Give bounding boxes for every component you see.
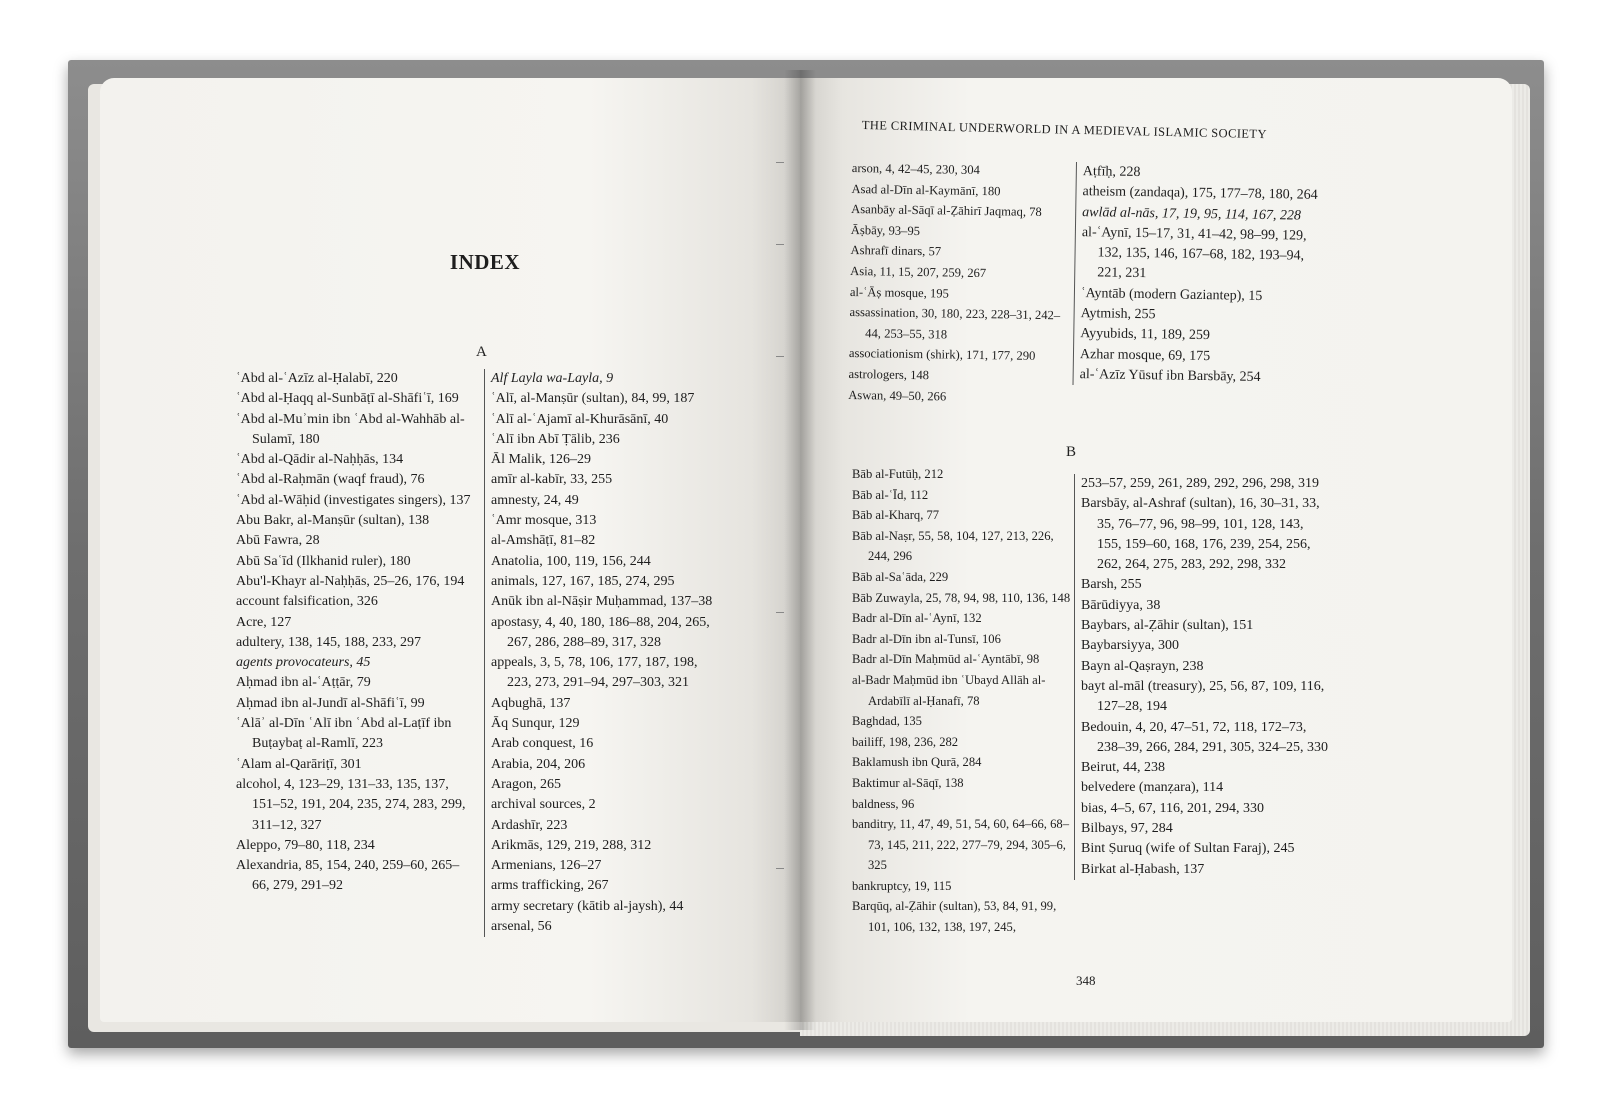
index-entry: al-Amshāṭī, 81–82 <box>491 533 596 549</box>
index-entry: Āq Sunqur, 129 <box>491 716 580 732</box>
index-entry: arson, 4, 42–45, 230, 304 <box>851 160 980 178</box>
running-head: THE CRIMINAL UNDERWORLD IN A MEDIEVAL ISLAMIC SOCIETY <box>861 118 1268 142</box>
index-entry: ʿAbd al-Raḥmān (waqf fraud), 76 <box>236 472 425 488</box>
index-entry: Barsbāy, al-Ashraf (sultan), 16, 30–31, 33, 35, 76–77, 96, 98–99, 101, 128, 143, 155, 159–60, 168, 176, 239, 254, 256, 262, 264, 275, 283, 292, 298, 332 <box>1081 496 1320 573</box>
index-entry: Birkat al-Ḥabash, 137 <box>1081 861 1205 877</box>
index-entry: Arikmās, 129, 219, 288, 312 <box>491 837 652 853</box>
index-column-3 <box>848 158 1074 409</box>
binding-thread <box>776 244 784 245</box>
index-entry: Baghdad, 135 <box>852 714 922 729</box>
index-entry: archival sources, 2 <box>491 797 596 813</box>
index-entry: Bāb al-Saʿāda, 229 <box>852 569 949 584</box>
index-entry: agents provocateurs, 45 <box>236 655 371 671</box>
index-entry: ʿAlī ibn Abī Ṭālib, 236 <box>491 431 620 447</box>
index-entry: Bayn al-Qaṣrayn, 238 <box>1081 658 1204 674</box>
index-entry: Aswan, 49–50, 266 <box>848 387 947 404</box>
index-entry: al-ʿAynī, 15–17, 31, 41–42, 98–99, 129, 132, 135, 146, 167–68, 182, 193–94, 221, 231 <box>1081 224 1307 282</box>
index-entry: Alexandria, 85, 154, 240, 259–60, 265–66, 279, 291–92 <box>236 858 460 894</box>
index-column-1 <box>236 369 476 897</box>
index-entry: atheism (zandaqa), 175, 177–78, 180, 264 <box>1082 184 1318 204</box>
left-page <box>100 78 800 1022</box>
index-entry: ʿAlāʾ al-Dīn ʿAlī ibn ʿAbd al-Laṭīf ibn Buṭaybaṭ al-Ramlī, 223 <box>236 716 452 752</box>
index-entry: astrologers, 148 <box>848 366 930 383</box>
index-entry: Alf Layla wa-Layla, 9 <box>491 371 614 386</box>
index-entry: amīr al-kabīr, 33, 255 <box>491 472 613 488</box>
index-entry: Bārūdiyya, 38 <box>1081 597 1161 613</box>
index-entry: Arabia, 204, 206 <box>491 756 586 772</box>
index-entry: arms trafficking, 267 <box>491 878 609 894</box>
index-entry: ʿAlam al-Qarāriṭī, 301 <box>236 756 362 772</box>
index-entry: Badr al-Dīn ibn al-Tunsī, 106 <box>852 631 1001 646</box>
index-entry: Asia, 11, 15, 207, 259, 267 <box>850 263 987 281</box>
index-entry: account falsification, 326 <box>236 594 378 610</box>
index-entry: associationism (shirk), 171, 177, 290 <box>848 346 1036 364</box>
index-entry: ʿAbd al-ʿAzīz al-Ḥalabī, 220 <box>236 371 398 386</box>
index-entry: Acre, 127 <box>236 614 292 630</box>
index-entry: awlād al-nās, 17, 19, 95, 114, 167, 228 <box>1082 204 1302 224</box>
binding-thread <box>776 612 784 613</box>
index-entry: Baybarsiyya, 300 <box>1081 638 1179 654</box>
index-entry: bayt al-māl (treasury), 25, 56, 87, 109, 116, 127–28, 194 <box>1081 678 1325 715</box>
index-entry: Bilbays, 97, 284 <box>1081 821 1173 837</box>
index-entry: Barsh, 255 <box>1081 577 1142 593</box>
index-entry: Barqūq, al-Ẓāhir (sultan), 53, 84, 91, 99, 101, 106, 132, 138, 197, 245, <box>852 899 1057 935</box>
index-entry: Ashrafī dinars, 57 <box>850 243 942 259</box>
index-entry: Arab conquest, 16 <box>491 736 594 752</box>
index-entry: Ardashīr, 223 <box>491 817 568 833</box>
index-entry: Asanbāy al-Sāqī al-Ẓāhirī Jaqmaq, 78 <box>851 202 1042 220</box>
index-entry: amnesty, 24, 49 <box>491 492 579 508</box>
index-entry: belvedere (manẓara), 114 <box>1081 780 1224 796</box>
index-entry: Badr al-Dīn Maḥmūd al-ʿAyntābī, 98 <box>852 652 1040 667</box>
index-column-6 <box>1074 474 1329 880</box>
index-entry: army secretary (kātib al-jaysh), 44 <box>491 898 684 914</box>
index-entry: Beirut, 44, 238 <box>1081 760 1165 776</box>
index-entry: bias, 4–5, 67, 116, 201, 294, 330 <box>1081 800 1265 816</box>
index-entry: ʿAbd al-Ḥaqq al-Sunbāṭī al-Shāfiʿī, 169 <box>236 391 459 407</box>
index-entry: ʿAbd al-Wāḥid (investigates singers), 137 <box>236 492 471 508</box>
index-entry: Abū Fawra, 28 <box>236 533 320 549</box>
index-entry: ʿAyntāb (modern Gaziantep), 15 <box>1080 285 1263 304</box>
index-entry: baldness, 96 <box>852 796 915 811</box>
index-entry: Abu'l-Khayr al-Naḥḥās, 25–26, 176, 194 <box>236 573 465 589</box>
right-page <box>800 78 1512 1022</box>
index-entry: Asad al-Dīn al-Kaymānī, 180 <box>851 181 1001 198</box>
index-entry: adultery, 138, 145, 188, 233, 297 <box>236 634 421 650</box>
index-entry: Aragon, 265 <box>491 776 561 792</box>
index-entry: Anūk ibn al-Nāṣir Muḥammad, 137–38 <box>491 594 713 610</box>
index-entry: Bāb al-Kharq, 77 <box>852 508 940 523</box>
index-column-5 <box>852 464 1074 938</box>
index-entry: apostasy, 4, 40, 180, 186–88, 204, 265, 267, 286, 288–89, 317, 328 <box>491 614 710 650</box>
index-entry: Āl Malik, 126–29 <box>491 452 591 468</box>
index-entry: arsenal, 56 <box>491 919 552 935</box>
index-entry: Aṭfīḥ, 228 <box>1082 164 1141 181</box>
index-entry: ʿAlī al-ʿAjamī al-Khurāsānī, 40 <box>491 411 669 427</box>
index-entry: 253–57, 259, 261, 289, 292, 296, 298, 319 <box>1081 476 1319 491</box>
index-entry: animals, 127, 167, 185, 274, 295 <box>491 573 675 589</box>
index-entry: Āṣbāy, 93–95 <box>850 222 921 238</box>
index-entry: appeals, 3, 5, 78, 106, 177, 187, 198, 223, 273, 291–94, 297–303, 321 <box>491 655 698 691</box>
index-column-2 <box>484 369 713 937</box>
index-entry: banditry, 11, 47, 49, 51, 54, 60, 64–66, 68–73, 145, 211, 222, 277–79, 294, 305–6, 325 <box>852 817 1069 873</box>
binding-thread <box>776 162 784 163</box>
section-letter-b: B <box>1066 444 1077 460</box>
index-entry: Bāb Zuwayla, 25, 78, 94, 98, 110, 136, 148 <box>852 590 1071 605</box>
binding-thread <box>776 356 784 357</box>
index-entry: Bāb al-ʿĪd, 112 <box>852 487 929 502</box>
index-entry: alcohol, 4, 123–29, 131–33, 135, 137, 151–52, 191, 204, 235, 274, 283, 299, 311–12, 327 <box>236 776 466 833</box>
index-entry: Aḥmad ibn al-ʿAṭṭār, 79 <box>236 675 371 691</box>
index-entry: Aytmish, 255 <box>1080 306 1156 323</box>
index-entry: bailiff, 198, 236, 282 <box>852 734 959 749</box>
spine-shadow <box>784 70 816 1030</box>
index-entry: Badr al-Dīn al-ʿAynī, 132 <box>852 611 982 626</box>
index-entry: Ayyubids, 11, 189, 259 <box>1080 326 1211 344</box>
page-number: 348 <box>1076 973 1096 988</box>
index-entry: ʿAlī, al-Manṣūr (sultan), 84, 99, 187 <box>491 391 695 407</box>
index-entry: ʿAmr mosque, 313 <box>491 513 597 529</box>
index-entry: Abu Bakr, al-Manṣūr (sultan), 138 <box>236 513 430 529</box>
index-entry: Baklamush ibn Qurā, 284 <box>852 755 982 770</box>
index-entry: Aleppo, 79–80, 118, 234 <box>236 837 375 853</box>
index-entry: Bāb al-Futūḥ, 212 <box>852 467 944 481</box>
index-entry: Aqbughā, 137 <box>491 695 571 711</box>
index-entry: al-Badr Maḥmūd ibn ʿUbayd Allāh al-Ardabīlī al-Ḥanafī, 78 <box>852 672 1046 708</box>
index-title: INDEX <box>449 250 521 274</box>
index-entry: Azhar mosque, 69, 175 <box>1079 346 1211 364</box>
index-entry: ʿAbd al-Qādir al-Naḥḥās, 134 <box>236 452 404 468</box>
index-entry: Aḥmad ibn al-Jundī al-Shāfiʿī, 99 <box>236 695 425 711</box>
index-entry: Anatolia, 100, 119, 156, 244 <box>491 553 651 569</box>
index-entry: Bāb al-Naṣr, 55, 58, 104, 127, 213, 226, 244, 296 <box>852 528 1054 564</box>
index-entry: assassination, 30, 180, 223, 228–31, 242–44, 253–55, 318 <box>849 305 1061 342</box>
index-entry: Abū Saʿīd (Ilkhanid ruler), 180 <box>236 553 411 569</box>
binding-thread <box>776 868 784 869</box>
index-column-4 <box>1072 162 1322 389</box>
index-entry: Baktimur al-Sāqī, 138 <box>852 775 964 790</box>
index-entry: Bedouin, 4, 20, 47–51, 72, 118, 172–73, 238–39, 266, 284, 291, 305, 324–25, 330 <box>1081 719 1328 755</box>
index-entry: Armenians, 126–27 <box>491 858 602 874</box>
section-letter-a: A <box>476 344 487 360</box>
index-entry: ʿAbd al-Muʾmin ibn ʿAbd al-Wahhāb al-Sulamī, 180 <box>236 411 465 447</box>
index-entry: al-ʿĀṣ mosque, 195 <box>849 284 949 301</box>
index-entry: al-ʿAzīz Yūsuf ibn Barsbāy, 254 <box>1079 367 1261 385</box>
index-entry: Baybars, al-Ẓāhir (sultan), 151 <box>1081 618 1254 634</box>
index-entry: bankruptcy, 19, 115 <box>852 878 952 893</box>
index-entry: Bint Ṣuruq (wife of Sultan Faraj), 245 <box>1081 841 1295 857</box>
